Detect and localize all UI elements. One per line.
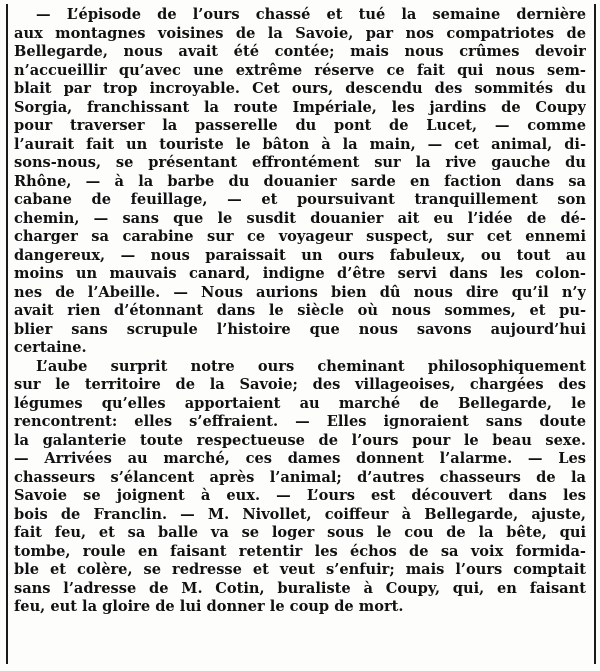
text-line: bois de Franclin. — M. Nivollet, coiffeur à Bellegarde, ajuste, xyxy=(14,505,586,523)
text-line: blier sans scrupule l’histoire que nous savons aujourd’hui xyxy=(14,320,586,338)
text-line: sans l’adresse de M. Cotin, buraliste à Coupy, qui, en faisant xyxy=(14,579,586,597)
text-line: cabane de feuillage, — et poursuivant tranquillement son xyxy=(14,191,586,208)
text-line: légumes qu’elles apportaient au marché de Bellegarde, le xyxy=(14,394,586,412)
article-column xyxy=(14,6,586,617)
text-line: Bellegarde, nous avait été contée; mais nous crûmes devoir xyxy=(14,43,586,60)
text-line: blait par trop incroyable. Cet ours, descendu des sommités du xyxy=(14,80,586,97)
text-line: tombe, roule en faisant retentir les échos de sa voix formida- xyxy=(14,542,586,560)
text-line: nes de l’Abeille. — Nous aurions bien dû nous dire qu’il n’y xyxy=(14,283,586,301)
paragraph-1 xyxy=(14,6,586,358)
text-line: dangereux, — nous paraissait un ours fabuleux, ou tout au xyxy=(14,246,586,264)
text-line: chasseurs s’élancent après l’animal; d’autres chasseurs de la xyxy=(14,468,586,486)
text-line: feu, eut la gloire de lui donner le coup de mort. xyxy=(14,598,404,615)
text-line: Savoie se joignent à eux. — L’ours est découvert dans les xyxy=(14,487,586,504)
left-column-rule xyxy=(6,4,8,664)
text-line: charger sa carabine sur ce voyageur suspect, sur cet ennemi xyxy=(14,228,586,245)
text-line: pour traverser la passerelle du pont de Lucet, — comme xyxy=(14,117,586,134)
text-line: chemin, — sans que le susdit douanier ait eu l’idée de dé- xyxy=(14,209,586,227)
text-line: ble et colère, se redresse et veut s’enfuir; mais l’ours comptait xyxy=(14,561,586,578)
text-line: fait feu, et sa balle va se loger sous le cou de la bête, qui xyxy=(14,524,586,541)
text-line: Sorgia, franchissant la route Impériale, les jardins de Coupy xyxy=(14,98,586,116)
text-line: — Arrivées au marché, ces dames donnent l’alarme. — Les xyxy=(14,450,586,467)
text-line: moins un mauvais canard, indigne d’être servi dans les colon- xyxy=(14,265,586,282)
text-line: sur le territoire de la Savoie; des villageoises, chargées des xyxy=(14,376,586,393)
right-column-rule xyxy=(594,4,596,664)
text-line: n’accueillir qu’avec une extrême réserve ce fait qui nous sem- xyxy=(14,61,586,79)
text-line: rencontrent: elles s’effraient. — Elles ignoraient sans doute xyxy=(14,413,586,430)
text-line: certaine. xyxy=(14,339,87,356)
text-line: — L’épisode de l’ours chassé et tué la semaine dernière xyxy=(36,6,586,23)
text-line: la galanterie toute respectueuse de l’ours pour le beau sexe. xyxy=(14,431,586,449)
text-line: l’aurait fait un touriste le bâton à la main, — cet animal, di- xyxy=(14,135,586,153)
text-line: Rhône, — à la barbe du douanier sarde en faction dans sa xyxy=(14,172,586,190)
text-line: sons-nous, se présentant effrontément sur la rive gauche du xyxy=(14,154,586,171)
text-line: aux montagnes voisines de la Savoie, par nos compatriotes de xyxy=(14,24,586,42)
text-line: L’aube surprit notre ours cheminant philosophiquement xyxy=(36,357,586,375)
text-line: avait rien d’étonnant dans le siècle où nous sommes, et pu- xyxy=(14,302,586,319)
paragraph-2 xyxy=(14,358,586,617)
